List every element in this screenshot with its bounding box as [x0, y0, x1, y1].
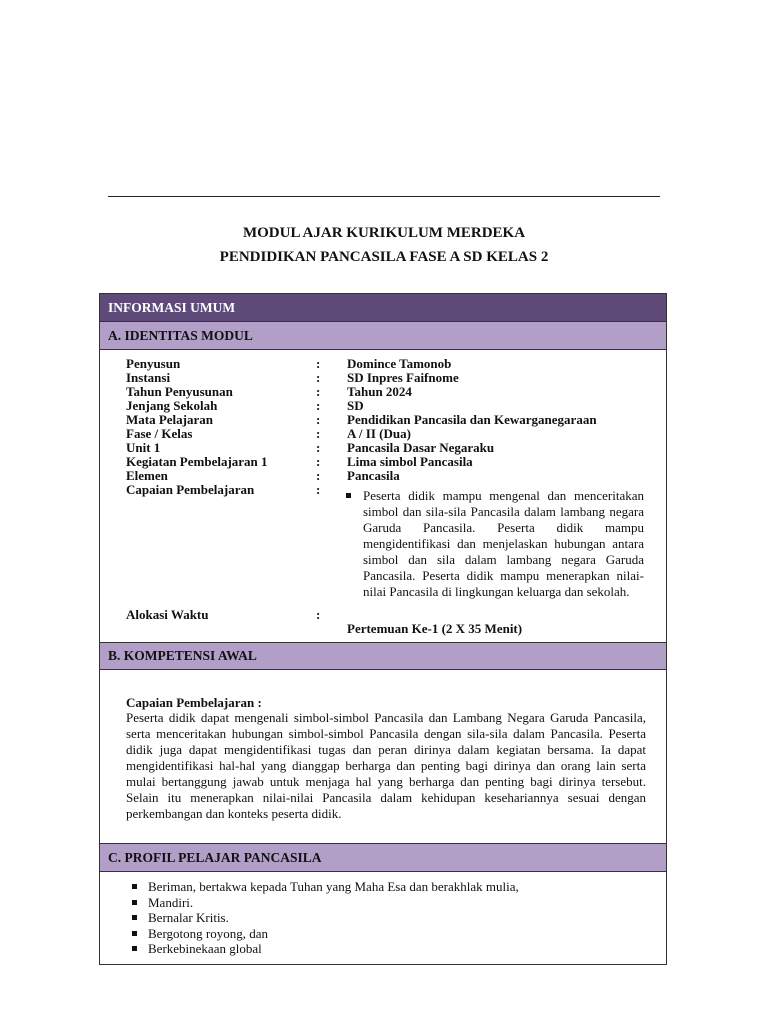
profil-list: [132, 879, 519, 957]
list-item: [132, 926, 519, 942]
list-item: [346, 488, 644, 600]
profil-pelajar-section: [100, 872, 666, 964]
module-table: [99, 293, 667, 965]
field-value: Pancasila: [347, 468, 400, 483]
list-item: [132, 879, 519, 895]
alokasi-label: Alokasi Waktu: [126, 607, 209, 622]
kompetensi-awal-header: B. KOMPETENSI AWAL: [100, 642, 666, 670]
field-label: Instansi: [126, 370, 171, 385]
field-label: Elemen: [126, 468, 168, 483]
list-item: [132, 910, 519, 926]
square-bullet-icon: [132, 931, 137, 936]
field-colon: :: [316, 468, 321, 483]
square-bullet-icon: [132, 915, 137, 920]
field-value: SD: [347, 398, 364, 413]
capaian-label: Capaian Pembelajaran: [126, 482, 255, 497]
document-subtitle: PENDIDIKAN PANCASILA FASE A SD KELAS 2: [219, 249, 549, 265]
top-rule: [108, 196, 660, 197]
profil-item: Beriman, bertakwa kepada Tuhan yang Maha Esa dan berakhlak mulia,: [148, 879, 519, 894]
square-bullet-icon: [132, 900, 137, 905]
capaian-text: Peserta didik mampu mengenal dan menceritakan simbol dan sila-sila Pancasila dalam lambang negara Garuda Pancasila. Peserta didik mampu mengidentifikasi dan menjelaskan hubungan antara simbol dan sila dalam lambang negara Garuda Pancasila. Peserta didik mampu menerapkan nilai-nilai Pancasila di lingkungan keluarga dan sekolah.: [363, 488, 644, 599]
capaian-list: [346, 488, 644, 600]
square-bullet-icon: [132, 884, 137, 889]
kompetensi-awal-section: [100, 670, 666, 844]
field-colon: :: [316, 356, 321, 371]
profil-item: Mandiri.: [148, 894, 194, 910]
field-label: Unit 1: [126, 440, 161, 455]
field-colon: :: [316, 607, 321, 622]
list-item: [132, 941, 519, 957]
profil-item: Bergotong royong, dan: [148, 925, 268, 941]
field-label: Jenjang Sekolah: [126, 398, 218, 413]
field-colon: :: [316, 398, 321, 413]
square-bullet-icon: [132, 946, 137, 951]
field-colon: :: [316, 370, 321, 385]
list-item: [132, 895, 519, 911]
kompetensi-text: Peserta didik dapat mengenali simbol-simbol Pancasila dan Lambang Negara Garuda Pancasila, serta menceritakan hubungan simbol-simbol Pancasila dengan sila-sila dalam Pancasila. Peserta didik juga dapat mengidentifikasi tugas dan peran dirinya dalam kegiatan bersama. Ia dapat mengidentifikasi hal-hal yang dianggap berharga dan penting bagi dirinya dan orang lain serta mulai bertanggung jawab untuk menjaga hal yang berharga dan penting bagi dirinya tersebut. Selain itu menerapkan nilai-nilai Pancasila dalam kehidupan kesehariannya sesuai dengan perkembangan dan konteks peserta didik.: [126, 710, 646, 821]
field-value: SD Inpres Faifnome: [347, 370, 459, 385]
field-value: Pancasila Dasar Negaraku: [347, 440, 495, 455]
alokasi-value: Pertemuan Ke-1 (2 X 35 Menit): [347, 621, 523, 636]
square-bullet-icon: [346, 493, 351, 498]
field-colon: :: [316, 482, 321, 497]
identitas-modul-section: [100, 350, 666, 642]
field-label: Tahun Penyusunan: [126, 384, 233, 399]
field-colon: :: [316, 426, 321, 441]
profil-item: Berkebinekaan global: [148, 941, 262, 956]
field-colon: :: [316, 454, 321, 469]
kompetensi-subtitle: Capaian Pembelajaran :: [126, 695, 262, 710]
field-label: Penyusun: [126, 356, 181, 371]
document-title: MODUL AJAR KURIKULUM MERDEKA: [242, 225, 526, 241]
field-value: Domince Tamonob: [347, 356, 452, 371]
field-colon: :: [316, 440, 321, 455]
field-colon: :: [316, 384, 321, 399]
identitas-modul-header: A. IDENTITAS MODUL: [100, 322, 666, 350]
field-label: Mata Pelajaran: [126, 412, 214, 427]
field-value: Tahun 2024: [347, 384, 412, 399]
field-label: Fase / Kelas: [126, 426, 193, 441]
field-label: Kegiatan Pembelajaran 1: [126, 454, 268, 469]
profil-item: Bernalar Kritis.: [148, 910, 229, 925]
field-colon: :: [316, 412, 321, 427]
field-value: A / II (Dua): [347, 426, 411, 441]
profil-pelajar-header: C. PROFIL PELAJAR PANCASILA: [100, 844, 666, 872]
informasi-umum-header: INFORMASI UMUM: [100, 294, 666, 322]
field-value: Pendidikan Pancasila dan Kewarganegaraan: [347, 412, 597, 427]
field-value: Lima simbol Pancasila: [347, 454, 473, 469]
